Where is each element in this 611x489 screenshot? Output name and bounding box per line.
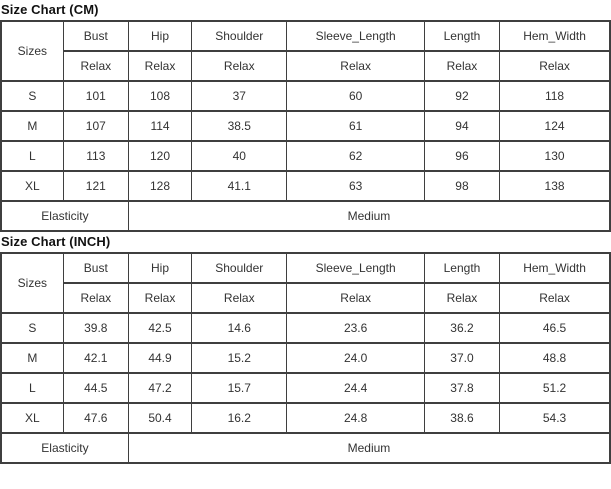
fit-cell: Relax (500, 283, 610, 313)
value-cell: 14.6 (192, 313, 287, 343)
value-cell: 130 (500, 141, 610, 171)
value-cell: 15.7 (192, 373, 287, 403)
size-chart-inch-title: Size Chart (INCH) (1, 234, 111, 249)
size-chart-cm-table (0, 20, 611, 232)
value-cell: 23.6 (287, 313, 424, 343)
value-cell: 113 (63, 141, 128, 171)
value-cell: 38.6 (424, 403, 499, 433)
value-cell: 37.8 (424, 373, 499, 403)
header-cell: Length (424, 21, 499, 51)
value-cell: 24.8 (287, 403, 424, 433)
size-cell: L (1, 141, 63, 171)
value-cell: 94 (424, 111, 499, 141)
header-row (1, 253, 610, 283)
value-cell: 61 (287, 111, 424, 141)
size-chart-cm-title: Size Chart (CM) (1, 2, 99, 17)
value-cell: 39.8 (63, 313, 128, 343)
value-cell: 101 (63, 81, 128, 111)
header-cell: Shoulder (192, 253, 287, 283)
header-cell: Bust (63, 21, 128, 51)
size-cell: M (1, 343, 63, 373)
value-cell: 24.0 (287, 343, 424, 373)
value-cell: 37 (192, 81, 287, 111)
table-row (1, 313, 610, 343)
fit-cell: Relax (192, 51, 287, 81)
value-cell: 40 (192, 141, 287, 171)
header-cell: Hem_Width (500, 253, 610, 283)
table-row (1, 343, 610, 373)
table-row (1, 141, 610, 171)
size-cell: S (1, 313, 63, 343)
header-cell: Sleeve_Length (287, 21, 424, 51)
value-cell: 124 (500, 111, 610, 141)
value-cell: 118 (500, 81, 610, 111)
value-cell: 38.5 (192, 111, 287, 141)
value-cell: 47.6 (63, 403, 128, 433)
value-cell: 121 (63, 171, 128, 201)
size-chart-inch-section (0, 234, 611, 464)
elasticity-label-cell: Elasticity (1, 433, 128, 463)
fit-cell: Relax (424, 51, 499, 81)
value-cell: 42.1 (63, 343, 128, 373)
value-cell: 60 (287, 81, 424, 111)
header-cell-sizes: Sizes (1, 21, 63, 81)
value-cell: 96 (424, 141, 499, 171)
value-cell: 47.2 (128, 373, 191, 403)
header-cell: Shoulder (192, 21, 287, 51)
value-cell: 128 (128, 171, 191, 201)
table-row (1, 373, 610, 403)
header-row (1, 21, 610, 51)
value-cell: 16.2 (192, 403, 287, 433)
header-cell: Hip (128, 253, 191, 283)
value-cell: 44.5 (63, 373, 128, 403)
size-chart-cm-section (0, 2, 611, 232)
value-cell: 108 (128, 81, 191, 111)
size-cell: XL (1, 171, 63, 201)
value-cell: 37.0 (424, 343, 499, 373)
fit-cell: Relax (192, 283, 287, 313)
fit-row (1, 51, 610, 81)
size-cell: XL (1, 403, 63, 433)
value-cell: 98 (424, 171, 499, 201)
table-row (1, 171, 610, 201)
value-cell: 107 (63, 111, 128, 141)
table-row (1, 81, 610, 111)
header-cell: Bust (63, 253, 128, 283)
value-cell: 24.4 (287, 373, 424, 403)
table-row (1, 111, 610, 141)
fit-cell: Relax (63, 51, 128, 81)
value-cell: 44.9 (128, 343, 191, 373)
size-cell: M (1, 111, 63, 141)
value-cell: 50.4 (128, 403, 191, 433)
value-cell: 62 (287, 141, 424, 171)
header-cell: Hip (128, 21, 191, 51)
header-cell-sizes: Sizes (1, 253, 63, 313)
fit-cell: Relax (128, 283, 191, 313)
value-cell: 15.2 (192, 343, 287, 373)
fit-row (1, 283, 610, 313)
value-cell: 42.5 (128, 313, 191, 343)
table-footer-row (1, 201, 610, 231)
value-cell: 54.3 (500, 403, 610, 433)
value-cell: 120 (128, 141, 191, 171)
fit-cell: Relax (287, 283, 424, 313)
value-cell: 46.5 (500, 313, 610, 343)
elasticity-label-cell: Elasticity (1, 201, 128, 231)
table-row (1, 403, 610, 433)
elasticity-value-cell: Medium (128, 433, 610, 463)
value-cell: 63 (287, 171, 424, 201)
value-cell: 51.2 (500, 373, 610, 403)
fit-cell: Relax (128, 51, 191, 81)
fit-cell: Relax (424, 283, 499, 313)
table-footer-row (1, 433, 610, 463)
header-cell: Hem_Width (500, 21, 610, 51)
value-cell: 48.8 (500, 343, 610, 373)
fit-cell: Relax (287, 51, 424, 81)
value-cell: 41.1 (192, 171, 287, 201)
value-cell: 114 (128, 111, 191, 141)
fit-cell: Relax (63, 283, 128, 313)
elasticity-value-cell: Medium (128, 201, 610, 231)
header-cell: Length (424, 253, 499, 283)
header-cell: Sleeve_Length (287, 253, 424, 283)
value-cell: 36.2 (424, 313, 499, 343)
size-chart-inch-table (0, 252, 611, 464)
value-cell: 92 (424, 81, 499, 111)
value-cell: 138 (500, 171, 610, 201)
size-cell: S (1, 81, 63, 111)
fit-cell: Relax (500, 51, 610, 81)
size-cell: L (1, 373, 63, 403)
